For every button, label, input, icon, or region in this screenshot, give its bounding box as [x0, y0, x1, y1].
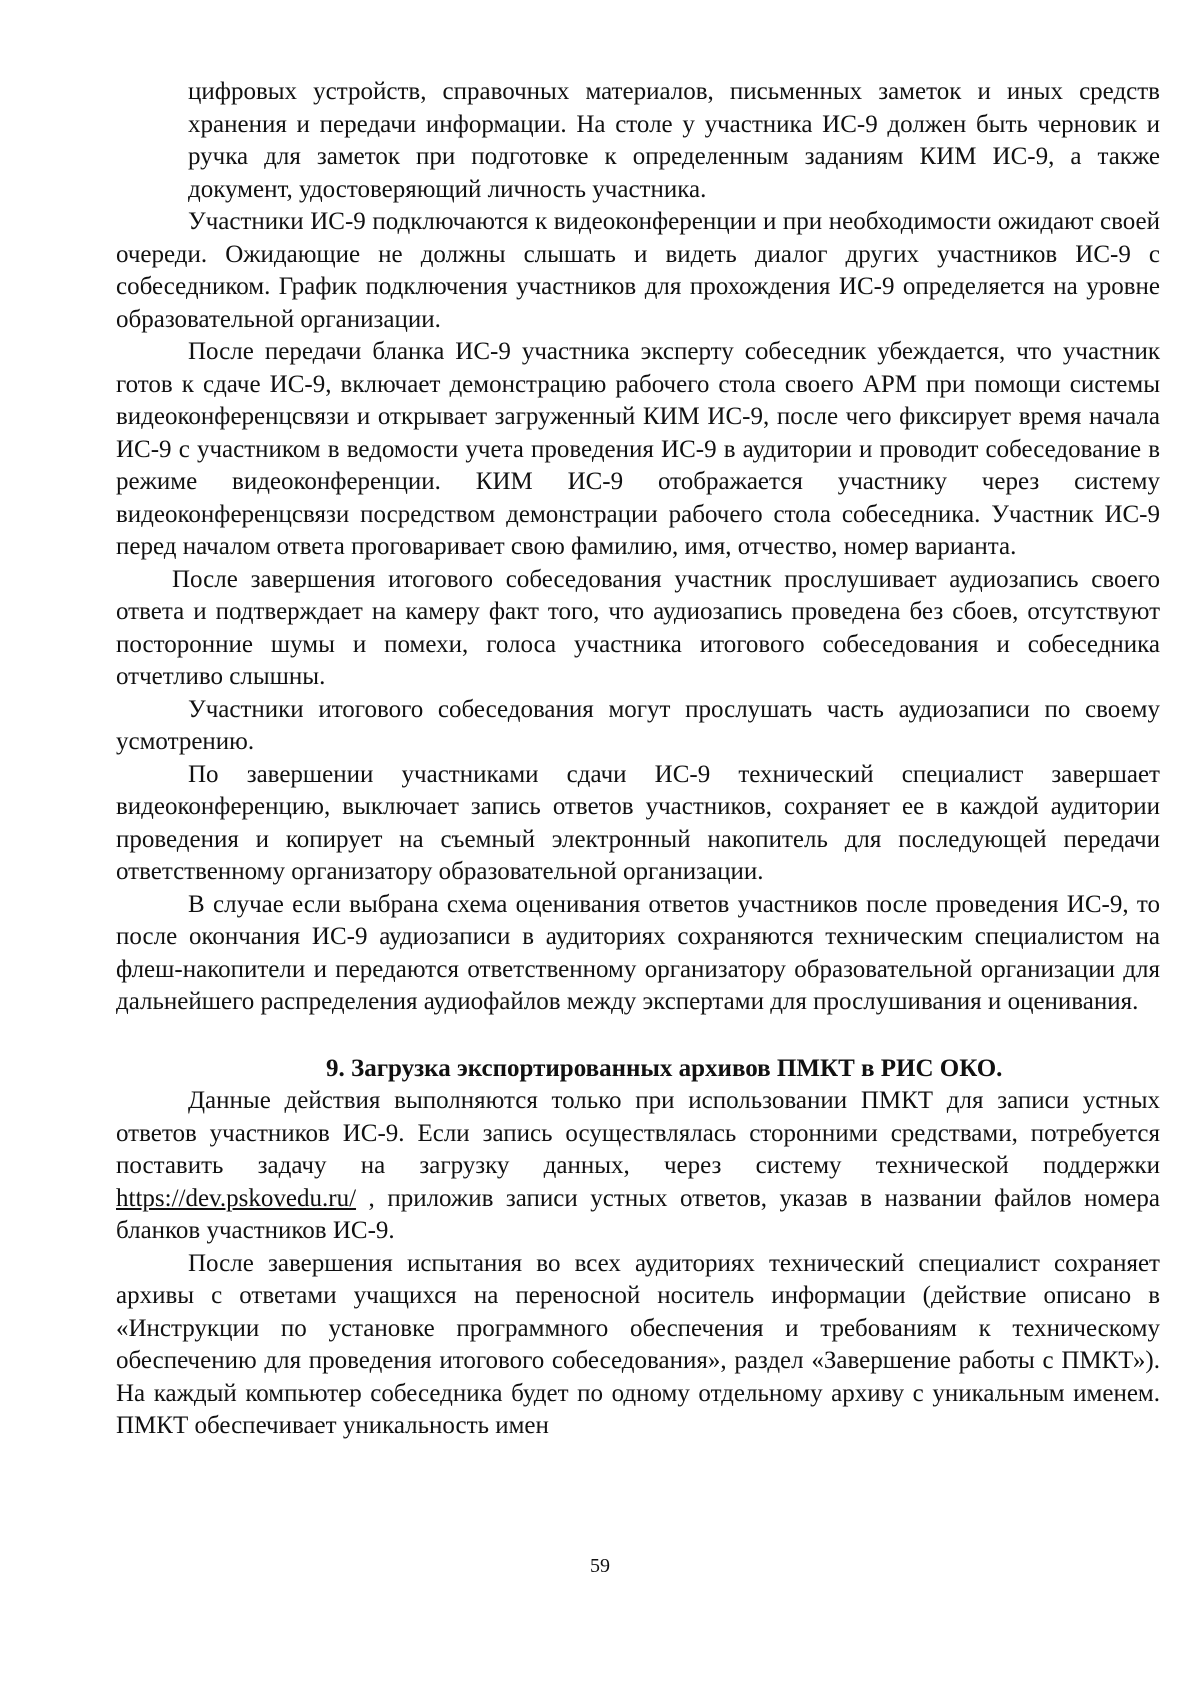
upload-text-after: , приложив записи устных ответов, указав в названии файлов номера бланков участников ИС-9.	[116, 1184, 1160, 1244]
paragraph-audio-check: После завершения итогового собеседования участник прослушивает аудиозапись своего ответа и подтверждает на камеру факт того, что аудиозапись проведена без сбоев, отсутствуют посторонние шумы и помехи, голоса участника итогового собеседования и собеседника отчетливо слышны.	[116, 565, 1160, 690]
paragraph-finish: По завершении участниками сдачи ИС-9 технический специалист завершает видеоконференцию, выключает запись ответов участников, сохраняет ее в каждой аудитории проведения и копирует на съемный электронный накопитель для последующей передачи ответственному организатору образовательной организации.	[116, 760, 1160, 885]
paragraph-listen: Участники итогового собеседования могут прослушать часть аудиозаписи по своему усмотрению.	[116, 695, 1160, 755]
support-link[interactable]: https://dev.pskovedu.ru/	[116, 1184, 357, 1212]
document-page	[116, 76, 1160, 1443]
paragraph-archives: После завершения испытания во всех аудиториях технический специалист сохраняет архивы с ответами учащихся на переносной носитель информации (действие описано в «Инструкции по установке программного обеспечения и требованиям к техническому обеспечению для проведения итогового собеседования», раздел «Завершение работы с ПМКТ»). На каждый компьютер собеседника будет по одному отдельному архиву с уникальным именем. ПМКТ обеспечивает уникальность имен	[116, 1249, 1160, 1439]
upload-text-before: Данные действия выполняются только при использовании ПМКТ для записи устных ответов участников ИС-9. Если запись осуществлялась сторонними средствами, потребуется поставить задачу на загрузку данных, через систему технической поддержки	[116, 1087, 1160, 1179]
paragraph-evaluation: В случае если выбрана схема оценивания ответов участников после проведения ИС-9, то после окончания ИС-9 аудиозаписи в аудиториях сохраняются техническим специалистом на флеш-накопители и передаются ответственному организатору образовательной организации для дальнейшего распределения аудиофайлов между экспертами для прослушивания и оценивания.	[116, 890, 1160, 1015]
paragraph-screen-demo: После передачи бланка ИС-9 участника эксперту собеседник убеждается, что участник готов к сдаче ИС-9, включает демонстрацию рабочего стола своего АРМ при помощи системы видеоконференцсвязи и открывает загруженный КИМ ИС-9, после чего фиксирует время начала ИС-9 с участником в ведомости учета проведения ИС-9 в аудитории и проводит собеседование в режиме видеоконференции. КИМ ИС-9 отображается участнику через систему видеоконференцсвязи посредством демонстрации рабочего стола собеседника. Участник ИС-9 перед началом ответа проговаривает свою фамилию, имя, отчество, номер варианта.	[116, 338, 1160, 560]
paragraph-upload	[116, 1085, 1160, 1248]
section-heading: 9. Загрузка экспортированных архивов ПМКТ в РИС ОКО.	[326, 1054, 1003, 1082]
page-number: 59	[590, 1555, 610, 1577]
paragraph-videoconference: Участники ИС-9 подключаются к видеоконференции и при необходимости ожидают своей очереди. Ожидающие не должны слышать и видеть диалог других участников ИС-9 с собеседником. График подключения участников для прохождения ИС-9 определяется на уровне образовательной организации.	[116, 208, 1160, 333]
paragraph-intro: цифровых устройств, справочных материалов, письменных заметок и иных средств хранения и передачи информации. На столе у участника ИС-9 должен быть черновик и ручка для заметок при подготовке к определенным заданиям КИМ ИС-9, а также документ, удостоверяющий личность участника.	[188, 78, 1160, 203]
